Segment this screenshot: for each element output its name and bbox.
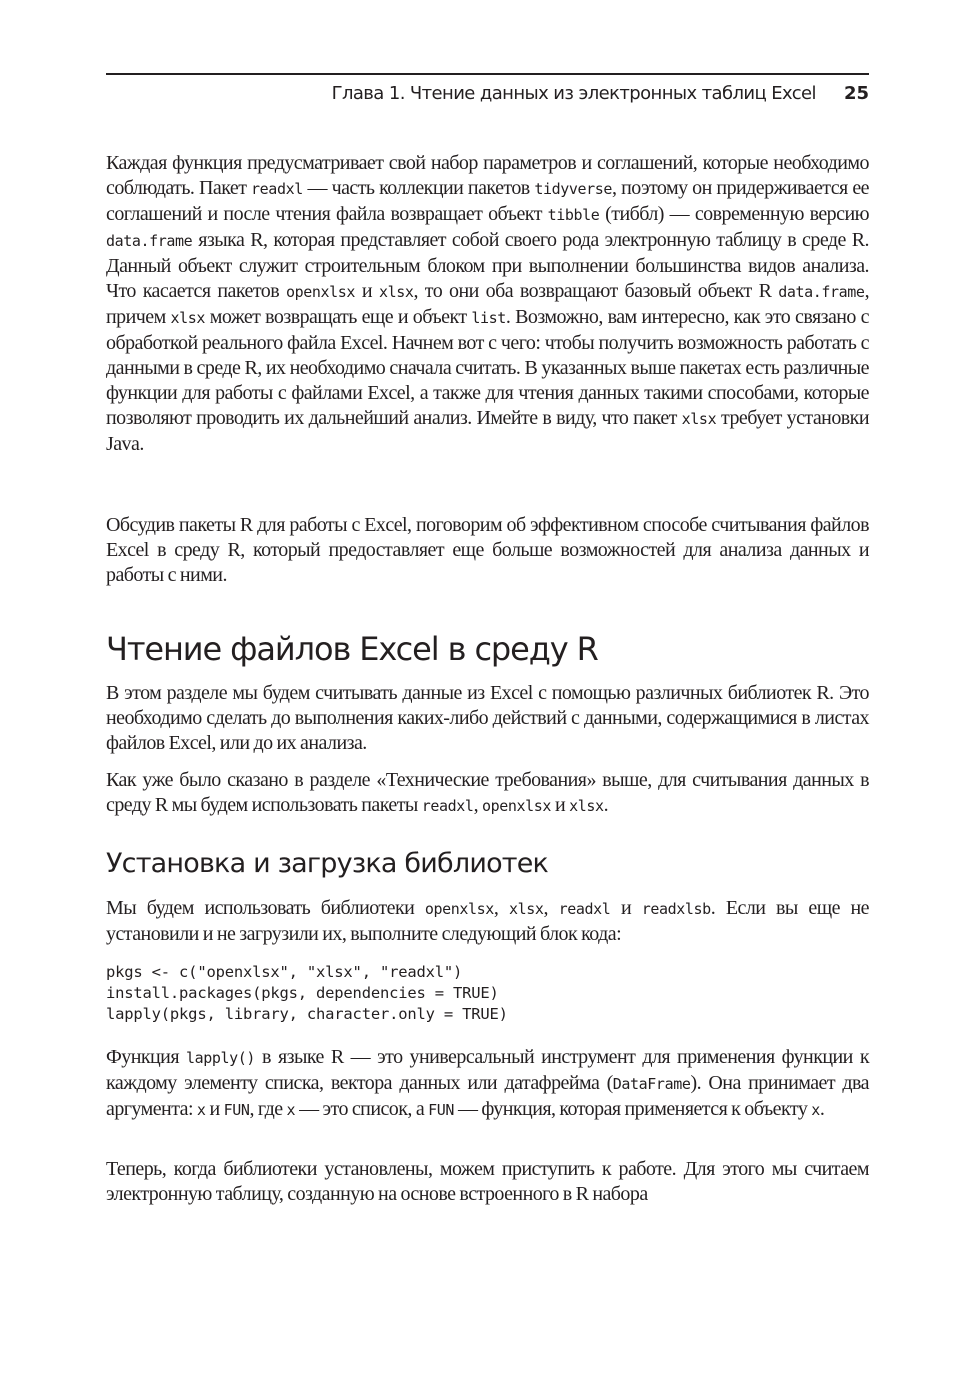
running-title: Глава 1. Чтение данных из электронных таблиц Excel [331,83,816,104]
code-line: pkgs <- c("openxlsx", "xlsx", "readxl") [106,963,463,981]
inline-code: data.frame [778,283,865,301]
inline-code: xlsx [170,309,206,327]
inline-code: xlsx [569,797,604,815]
inline-code: lapply() [186,1049,256,1067]
inline-code: openxlsx [286,283,356,301]
section-heading: Чтение файлов Excel в среду R [106,630,598,668]
inline-code: FUN [428,1101,455,1119]
inline-code: x [196,1101,206,1119]
inline-code: tibble [547,206,600,224]
inline-code: readxlsb [641,900,711,918]
page-number: 25 [843,83,869,104]
inline-code: readxl [558,900,611,918]
running-header [106,82,869,106]
inline-code: xlsx [378,283,414,301]
paragraph-libraries: Мы будем использовать библиотеки openxlsx, xlsx, readxl и readxlsb. Если вы еще не установили и не загрузили их, выполните следующий блок кода: [106,897,870,945]
header-rule [106,73,869,75]
inline-code: readxl [421,797,474,815]
inline-code: xlsx [508,900,544,918]
paragraph-packages-overview: Каждая функция предусматривает свой набор параметров и соглашений, которые необходимо соблюдать. Пакет readxl — часть коллекции пакетов tidyverse, поэтому он придерживается ее соглашений и после чтения файла возвращает объект tibble (тиббл) — современную версию data.frame языка R, которая представляет собой своего рода электронную таблицу в среде R. Данный объект служит строительным блоком при выполнении большинства видов анализа. Что касается пакетов openxlsx и xlsx, то они оба возвращают базовый объект R data.frame, причем xlsx может возвращать еще и объект list. Возможно, вам интересно, как это связано с обработкой реального файла Excel. Начнем вот с чего: чтобы получить возможность работать с данными в среде R, их необходимо сначала считать. В указанных выше пакетах есть различные функции для работы с файлами Excel, а также для чтения данных такими способами, которые позволяют проводить их дальнейший анализ. Имейте в виду, что пакет xlsx требует установки Java. [106,152,870,455]
subsection-heading: Установка и загрузка библиотек [106,848,549,879]
paragraph-section-intro: В этом разделе мы будем считывать данные из Excel с помощью различных библиотек R. Это необходимо сделать до выполнения каких-либо действий с данными, содержащимися в листах файлов Excel, или до их анализа. [106,682,869,754]
inline-code: xlsx [681,410,717,428]
inline-code: list [471,309,506,327]
inline-code: x [286,1101,296,1119]
code-line: install.packages(pkgs, dependencies = TRUE) [106,984,499,1002]
inline-code: data.frame [106,232,193,250]
paragraph-next-steps: Теперь, когда библиотеки установлены, можем приступить к работе. Для этого мы считаем электронную таблицу, созданную на основе встроенного в R набора [106,1158,869,1205]
inline-code: FUN [223,1101,250,1119]
inline-code: openxlsx [481,797,552,815]
inline-code: x [811,1101,820,1119]
inline-code: openxlsx [424,900,494,918]
inline-code: readxl [251,180,303,198]
paragraph-tech-requirements: Как уже было сказано в разделе «Технические требования» выше, для считывания данных в среду R мы будем использовать пакеты readxl, openxlsx и xlsx. [106,769,869,816]
code-block [106,962,508,1025]
inline-code: DataFrame [612,1075,691,1093]
inline-code: tidyverse [534,180,613,198]
paragraph-transition: Обсудив пакеты R для работы с Excel, поговорим об эффективном способе считывания файлов Excel в среду R, который предоставляет еще больше возможностей для анализа данных и работы с ними. [106,514,869,586]
paragraph-lapply: Функция lapply() в языке R — это универсальный инструмент для применения функции к каждому элементу списка, вектора данных или датафрейма (DataFrame). Она принимает два аргумента: x и FUN, где x — это список, а FUN — функция, которая применяется к объекту x. [106,1046,870,1120]
code-line: lapply(pkgs, library, character.only = TRUE) [106,1005,508,1023]
